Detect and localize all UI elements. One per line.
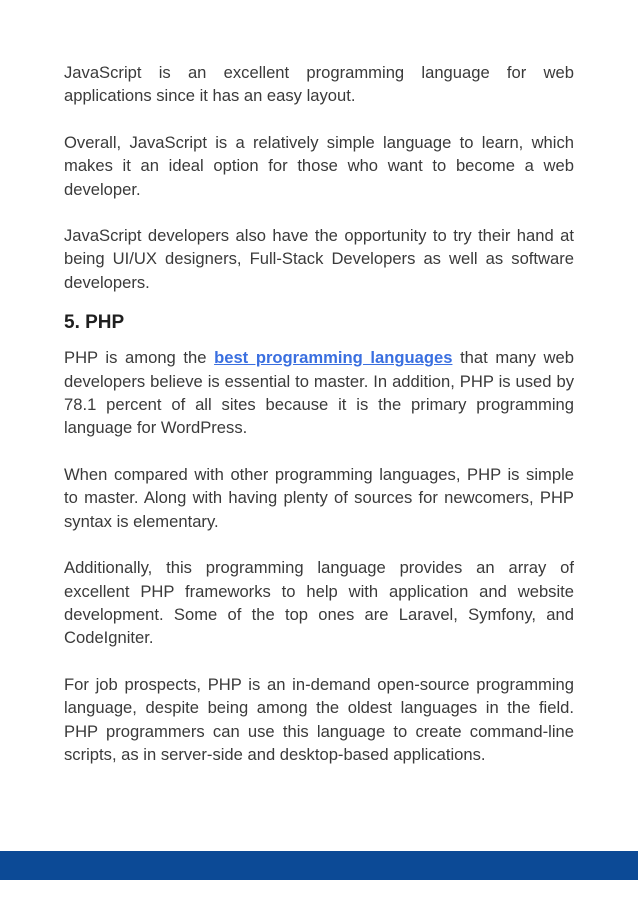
paragraph-gap [64,201,574,224]
paragraph-gap [64,108,574,131]
paragraph-js-layout: JavaScript is an excellent programming language for web applications since it has an easy layout. [64,63,574,106]
intro-text-before-link: PHP is among the [64,348,215,368]
paragraph-js-careers: JavaScript developers also have the opportunity to try their hand at being UI/UX designers, Full-Stack Developers as well as software developers. [64,226,574,292]
paragraph-gap [64,533,574,556]
paragraph-php-intro [64,346,574,440]
footer-bar [0,851,638,880]
paragraph-gap [64,440,574,463]
paragraph-php-jobs: For job prospects, PHP is an in-demand open-source programming language, despite being among the oldest languages in the field. PHP programmers can use this language to create command-line scripts, as in server-side and desktop-based applications. [64,674,574,764]
intro-text-after-link: that many web developers believe is essential to master. In addition, PHP is used by 78.1 percent of all sites because it is the primary programming language for WordPress. [64,348,574,438]
paragraph-js-simple: Overall, JavaScript is a relatively simple language to learn, which makes it an ideal option for those who want to become a web developer. [64,132,574,199]
best-programming-languages-link[interactable]: best programming languages [214,348,453,368]
paragraph-php-simple: When compared with other programming languages, PHP is simple to master. Along with having plenty of sources for newcomers, PHP syntax is elementary. [64,464,574,531]
paragraph-gap [64,650,574,673]
document-page [64,61,574,766]
section-heading-php: 5. PHP [64,312,125,334]
paragraph-php-frameworks: Additionally, this programming language provides an array of excellent PHP frameworks to help with application and website development. Some of the top ones are Laravel, Symfony, and CodeIgniter. [64,558,574,648]
